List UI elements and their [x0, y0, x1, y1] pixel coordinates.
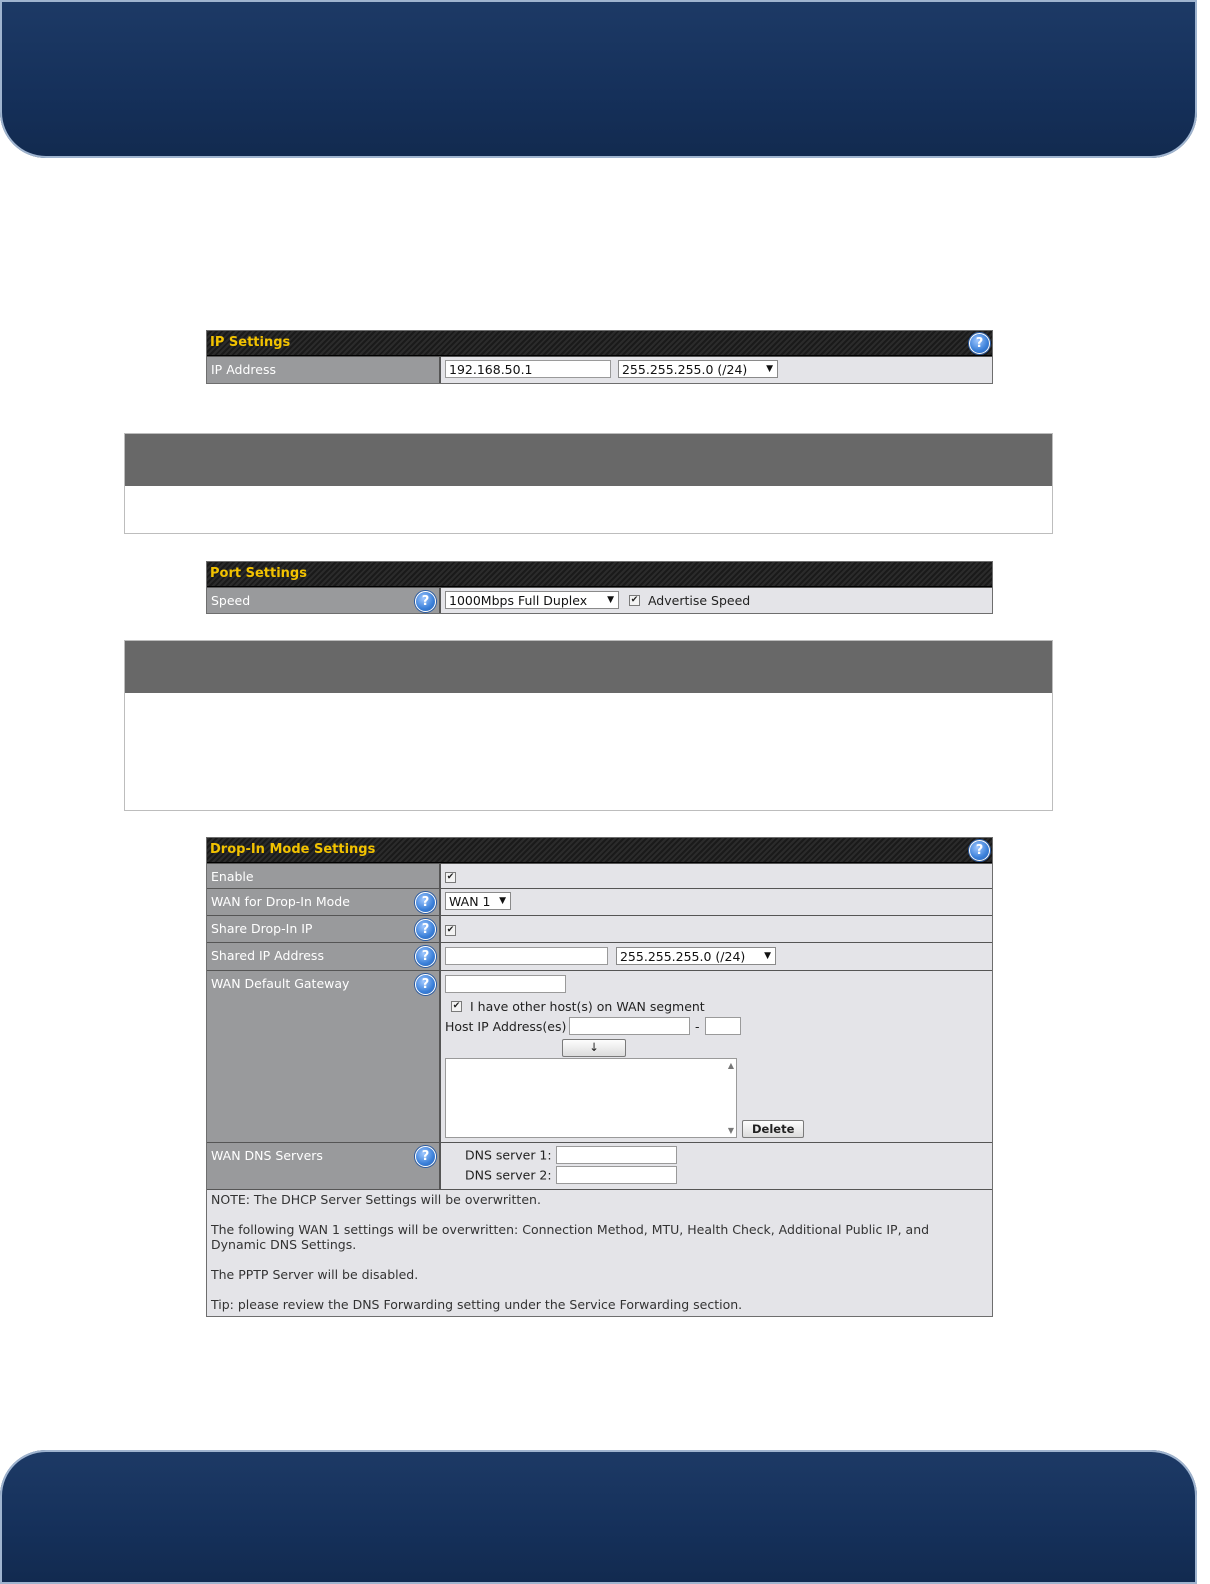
share-ip-label	[207, 916, 441, 942]
help-icon[interactable]: ?	[415, 892, 436, 913]
host-ip-end-input[interactable]	[705, 1017, 741, 1035]
chevron-down-icon: ▼	[764, 951, 771, 961]
enable-label: Enable	[207, 864, 441, 888]
other-hosts-label: I have other host(s) on WAN segment	[469, 999, 705, 1014]
shared-ip-label	[207, 943, 441, 970]
dns1-input[interactable]	[556, 1146, 677, 1164]
chevron-down-icon: ▼	[766, 364, 773, 374]
speed-value: 1000Mbps Full Duplex	[449, 593, 588, 608]
wan-value: WAN 1	[449, 894, 491, 909]
subnet-mask-value: 255.255.255.0 (/24)	[621, 362, 748, 377]
advertise-speed-checkbox[interactable]: ✔	[630, 594, 639, 605]
note-dhcp: NOTE: The DHCP Server Settings will be overwritten.	[211, 1192, 541, 1207]
shared-ip-row	[207, 942, 992, 970]
other-hosts-checkbox[interactable]: ✔	[452, 1001, 461, 1011]
dns-label-text: WAN DNS Servers	[211, 1148, 323, 1163]
dns-row	[207, 1142, 992, 1189]
help-icon[interactable]: ?	[969, 840, 990, 861]
chevron-down-icon: ▼	[607, 595, 614, 605]
gateway-input[interactable]	[445, 975, 566, 993]
header-banner	[0, 0, 1197, 158]
advertise-speed-label: Advertise Speed	[647, 592, 751, 608]
help-icon[interactable]: ?	[969, 333, 990, 354]
ip-settings-title: IP Settings	[210, 335, 291, 350]
subnet-mask-select[interactable]	[618, 360, 778, 378]
ip-address-row	[207, 356, 992, 383]
notes	[207, 1190, 992, 1316]
scroll-up-icon[interactable]: ▲	[727, 1061, 734, 1070]
shared-mask-value: 255.255.255.0 (/24)	[619, 949, 746, 964]
shared-ip-input[interactable]	[445, 947, 608, 965]
speed-row	[207, 587, 992, 613]
speed-select[interactable]	[445, 591, 619, 609]
wan-dropin-row	[207, 888, 992, 915]
shared-ip-label-text: Shared IP Address	[211, 948, 324, 963]
gateway-label	[207, 971, 441, 1142]
info-box-2-header	[125, 641, 1052, 693]
port-settings-header	[207, 562, 992, 587]
info-box-1-header	[125, 434, 1052, 486]
speed-label	[207, 588, 441, 613]
help-icon[interactable]: ?	[415, 974, 436, 995]
share-ip-checkbox[interactable]: ✔	[446, 925, 455, 935]
wan-select[interactable]	[445, 892, 511, 910]
note-wan-overwrite: The following WAN 1 settings will be overwritten: Connection Method, MTU, Health Check, Additional Public IP, and Dynamic DNS Settings.	[211, 1222, 930, 1252]
footer-banner	[0, 1450, 1197, 1584]
add-host-button[interactable]: ↓	[562, 1039, 626, 1057]
ip-settings-header	[207, 331, 992, 356]
port-settings-title: Port Settings	[210, 566, 307, 581]
scroll-down-icon[interactable]: ▼	[727, 1126, 734, 1135]
shared-mask-select[interactable]	[616, 947, 776, 965]
ip-settings-panel	[206, 330, 993, 384]
help-icon[interactable]: ?	[415, 946, 436, 967]
gateway-row	[207, 970, 992, 1142]
chevron-down-icon: ▼	[499, 896, 506, 906]
dns2-input[interactable]	[556, 1166, 677, 1184]
port-settings-panel	[206, 561, 993, 614]
help-icon[interactable]: ?	[415, 1146, 436, 1167]
host-ip-label: Host IP Address(es)	[445, 1019, 567, 1034]
help-icon[interactable]: ?	[415, 919, 436, 940]
speed-label-text: Speed	[211, 593, 251, 608]
range-separator: -	[695, 1019, 700, 1034]
share-ip-label-text: Share Drop-In IP	[211, 921, 313, 936]
dns2-label: DNS server 2:	[465, 1167, 552, 1183]
dns1-label: DNS server 1:	[465, 1147, 552, 1163]
delete-button[interactable]: Delete	[742, 1120, 804, 1138]
dropin-settings-header	[207, 838, 992, 863]
ip-address-input[interactable]: 192.168.50.1	[445, 360, 611, 378]
dropin-settings-title: Drop-In Mode Settings	[210, 842, 376, 857]
notes-row	[207, 1189, 992, 1316]
host-list-textarea[interactable]	[445, 1058, 737, 1138]
dropin-settings-panel	[206, 837, 993, 1317]
share-ip-row	[207, 915, 992, 942]
wan-dropin-label-text: WAN for Drop-In Mode	[211, 894, 350, 909]
host-ip-start-input[interactable]	[569, 1017, 690, 1035]
note-dns-tip: Tip: please review the DNS Forwarding setting under the Service Forwarding section.	[211, 1297, 743, 1312]
note-pptp: The PPTP Server will be disabled.	[211, 1267, 419, 1282]
dns-label	[207, 1143, 441, 1189]
help-icon[interactable]: ?	[415, 591, 436, 612]
ip-address-label: IP Address	[207, 357, 441, 383]
enable-checkbox[interactable]: ✔	[446, 872, 455, 882]
info-box-2	[124, 640, 1053, 811]
info-box-1	[124, 433, 1053, 534]
wan-dropin-label	[207, 889, 441, 915]
enable-row	[207, 863, 992, 888]
gateway-label-text: WAN Default Gateway	[211, 976, 350, 991]
